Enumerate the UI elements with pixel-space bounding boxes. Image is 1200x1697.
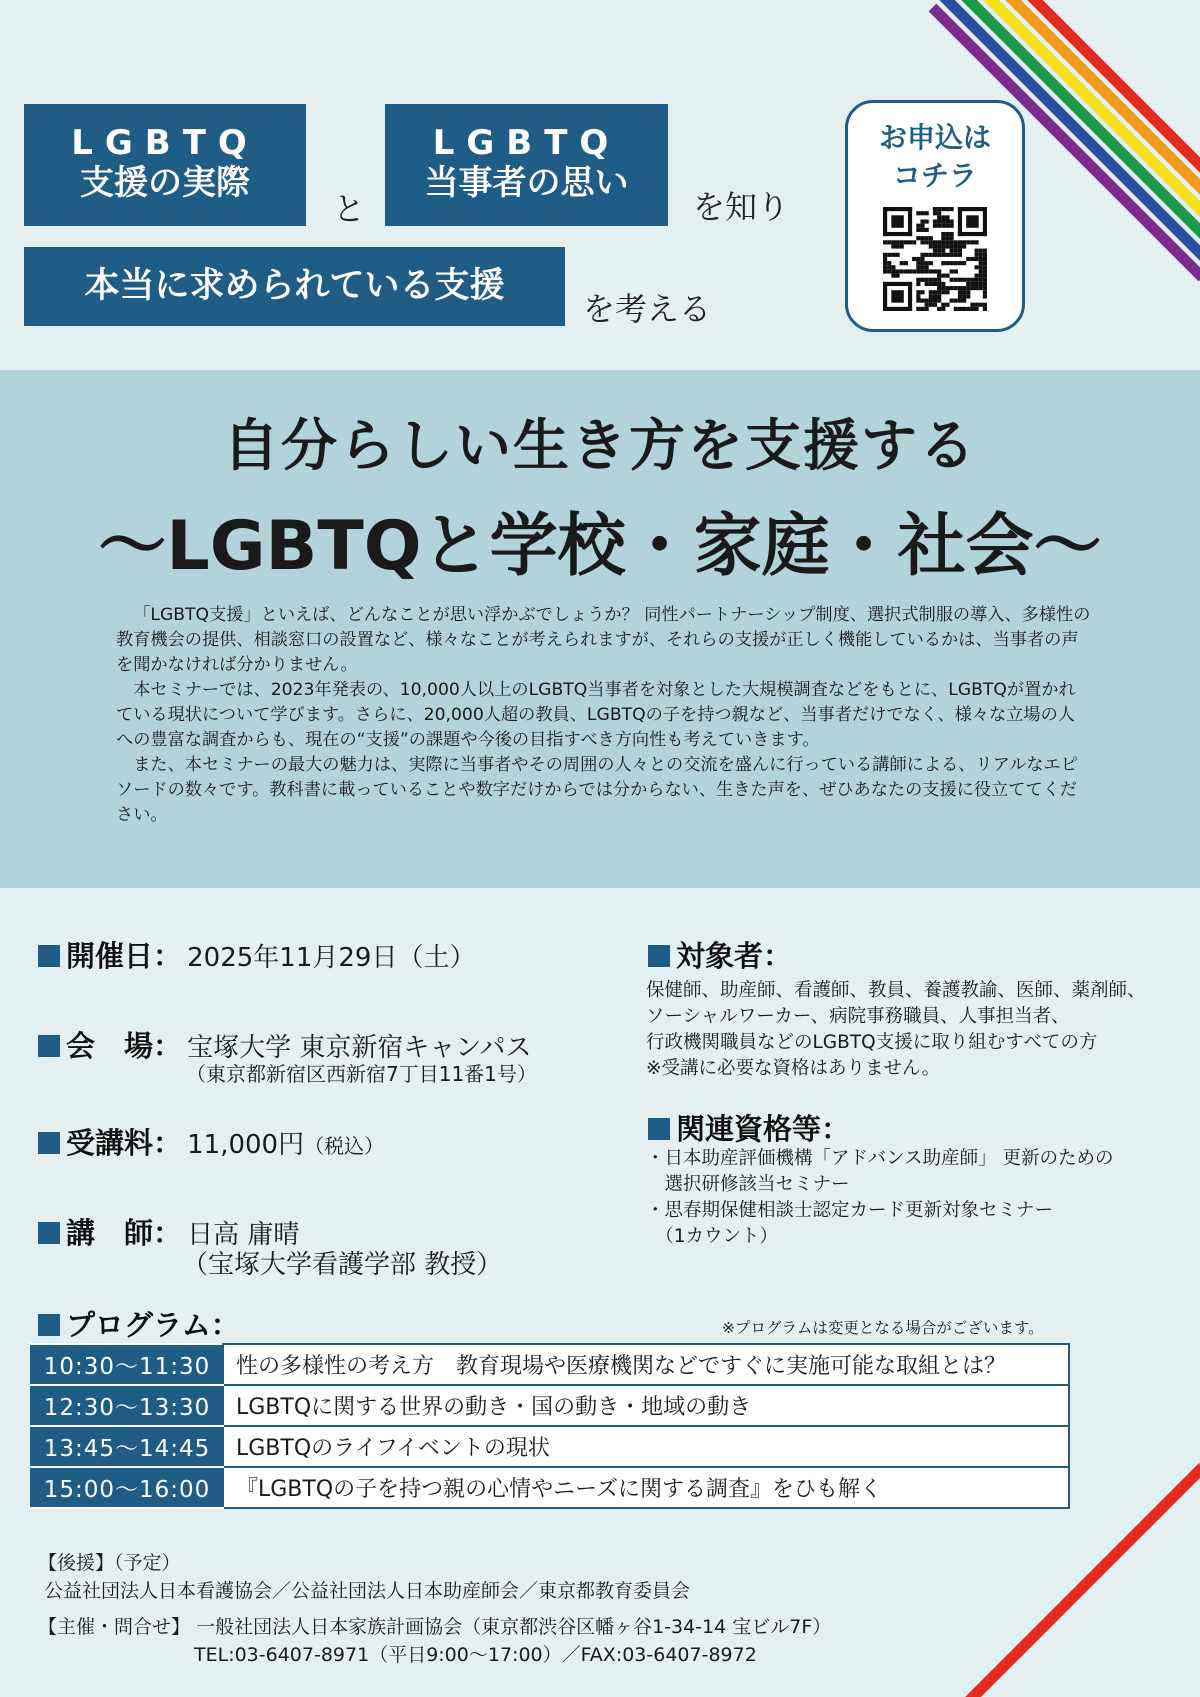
detail-lecturer-label: 講 師： <box>66 1216 183 1250</box>
qr-title-line2: コチラ <box>892 159 977 192</box>
program-topic: 『LGBTQの子を持つ親の心情やニーズに関する調査』をひも解く <box>223 1467 1069 1508</box>
table-row <box>31 1426 1069 1467</box>
square-bullet-icon <box>38 1035 60 1057</box>
application-qr-card[interactable] <box>845 100 1025 332</box>
program-note: ※プログラムは変更となる場合がございます。 <box>722 1319 1044 1337</box>
header-box-needed-support <box>24 247 565 326</box>
intro-paragraph: 本セミナーでは、2023年発表の、10,000人以上のLGBTQ当事者を対象とした大規模調査などをもとに、LGBTQが置かれている現状について学びます。さらに、20,000人超の教員、LGBTQの子を持つ親など、当事者だけでなく、様々な立場の人への豊富な調査からも、現在の“支援”の課題や今後の目指すべき方向性も考えていきます。 <box>116 680 1076 750</box>
target-heading <box>648 934 792 975</box>
organizer-row <box>38 1613 938 1641</box>
square-bullet-icon <box>38 1132 60 1154</box>
header-box-needed-support-text: 本当に求められている支援 <box>84 266 505 306</box>
target-line: 行政機関職員などのLGBTQ支援に取り組むすべての方 <box>646 1032 1098 1053</box>
detail-date-label: 開催日： <box>66 939 183 973</box>
header-box-voices-line2: 当事者の思い <box>424 163 629 203</box>
program-heading <box>38 1303 240 1344</box>
contact-info: TEL:03-6407-8971（平日9:00〜17:00）／FAX:03-6407-8972 <box>194 1644 757 1666</box>
support-label: 【後援】（予定） <box>38 1552 181 1574</box>
table-row <box>31 1385 1069 1426</box>
target-line: ※受講に必要な資格はありません。 <box>646 1058 941 1079</box>
qualification-line: （1カウント） <box>646 1226 779 1247</box>
connector-to: と <box>333 190 366 228</box>
title-line-1: 自分らしい生き方を支援する <box>223 414 977 479</box>
detail-venue-label: 会 場： <box>66 1029 183 1063</box>
square-bullet-icon <box>38 1222 60 1244</box>
connector-know: を知り <box>693 188 790 226</box>
detail-fee-label: 受講料： <box>66 1126 183 1160</box>
table-row <box>31 1344 1069 1385</box>
qr-code-icon[interactable] <box>883 207 987 311</box>
program-time: 10:30〜11:30 <box>31 1344 223 1385</box>
header-box-voices <box>385 104 668 226</box>
support-orgs: 公益社団法人日本看護協会／公益社団法人日本助産師会／東京都教育委員会 <box>44 1580 691 1602</box>
program-time: 13:45〜14:45 <box>31 1426 223 1467</box>
header-box-voices-line1: LGBTQ <box>432 123 621 163</box>
detail-venue-value: 宝塚大学 東京新宿キャンパス <box>187 1033 532 1063</box>
qualifications-label: 関連資格等： <box>676 1112 851 1146</box>
qualifications-list <box>646 1146 1166 1250</box>
intro-paragraph: また、本セミナーの最大の魅力は、実際に当事者やその周囲の人々との交流を盛んに行っている講師による、リアルなエピソードの数々です。教科書に載っていることや数字だけからでは分からない、生きた声を、ぜひあなたの支援に役立ててください。 <box>116 755 1078 825</box>
detail-lecturer-name: 日高 庸晴 <box>187 1220 300 1250</box>
target-label: 対象者： <box>676 939 793 973</box>
organizer-name: 一般社団法人日本家族計画協会（東京都渋谷区幡ヶ谷1-34-14 宝ビル7F） <box>196 1616 832 1638</box>
target-line: ソーシャルワーカー、病院事務職員、人事担当者、 <box>646 1006 1070 1027</box>
qr-title-line1: お申込は <box>878 121 991 154</box>
detail-fee-value: 11,000円 <box>187 1130 305 1160</box>
detail-date <box>38 934 475 975</box>
program-time: 15:00〜16:00 <box>31 1467 223 1508</box>
square-bullet-icon <box>38 1314 60 1336</box>
header-box-support <box>24 104 306 226</box>
title-line-2: 〜LGBTQと学校・家庭・社会〜 <box>98 507 1102 586</box>
header-box-support-line2: 支援の実際 <box>80 163 250 203</box>
detail-venue-address: （東京都新宿区西新宿7丁目11番1号） <box>186 1062 537 1086</box>
program-topic: LGBTQに関する世界の動き・国の動き・地域の動き <box>223 1385 1069 1426</box>
program-topic: LGBTQのライフイベントの現状 <box>223 1426 1069 1467</box>
program-topic: 性の多様性の考え方 教育現場や医療機関などですぐに実施可能な取組とは？ <box>223 1344 1069 1385</box>
target-list <box>646 978 1166 1082</box>
detail-date-value: 2025年11月29日（土） <box>187 943 476 973</box>
qualification-line: ・思春期保健相談士認定カード更新対象セミナー <box>646 1200 1054 1221</box>
table-row <box>31 1467 1069 1508</box>
program-time: 12:30〜13:30 <box>31 1385 223 1426</box>
qualifications-heading <box>648 1107 850 1148</box>
footer <box>38 1549 938 1669</box>
intro-text <box>116 603 1091 828</box>
square-bullet-icon <box>648 945 670 967</box>
target-line: 保健師、助産師、看護師、教員、養護教諭、医師、薬剤師、 <box>646 980 1146 1001</box>
intro-paragraph: 「LGBTQ支援」といえば、どんなことが思い浮かぶでしょうか？ 同性パートナーシップ制度、選択式制服の導入、多様性の教育機会の提供、相談窓口の設置など、様々なことが考えられますが、それらの支援が正しく機能しているかは、当事者の声を聞かなければ分かりません。 <box>116 605 1091 675</box>
connector-consider: を考える <box>583 290 712 328</box>
detail-fee <box>38 1121 384 1162</box>
detail-fee-note: （税込） <box>304 1134 385 1158</box>
qualification-line: ・日本助産評価機構「アドバンス助産師」 更新のための <box>646 1148 1114 1169</box>
qualification-line: 選択研修該当セミナー <box>646 1174 850 1195</box>
square-bullet-icon <box>648 1118 670 1140</box>
detail-lecturer-affiliation: （宝塚大学看護学部 教授） <box>182 1250 503 1280</box>
header-box-support-line1: LGBTQ <box>71 123 259 163</box>
organizer-label: 【主催・問合せ】 <box>38 1616 191 1638</box>
program-label: プログラム： <box>66 1308 240 1342</box>
square-bullet-icon <box>38 945 60 967</box>
program-table <box>30 1343 1070 1509</box>
